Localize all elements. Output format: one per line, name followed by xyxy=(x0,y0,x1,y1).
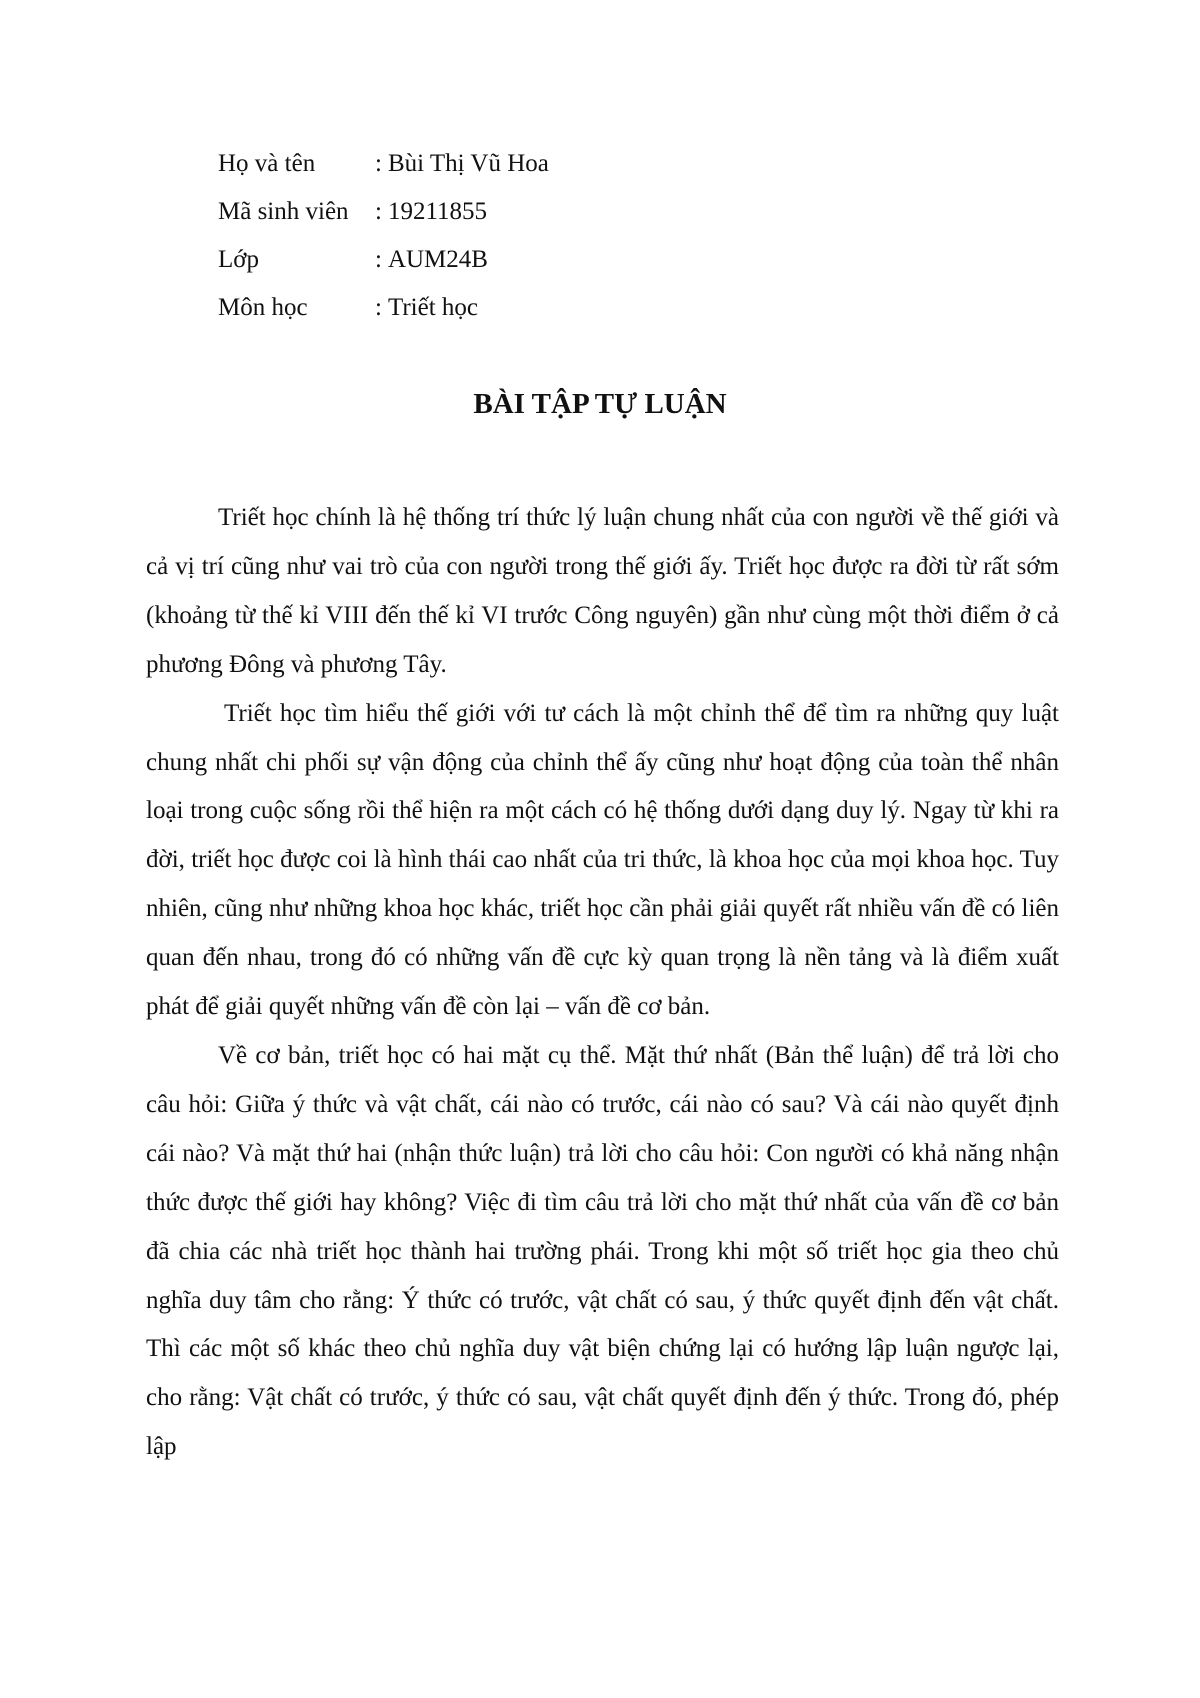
info-value: Bùi Thị Vũ Hoa xyxy=(387,150,549,177)
info-value: AUM24B xyxy=(387,246,488,273)
paragraph: Triết học tìm hiểu thế giới với tư cách là một chỉnh thể để tìm ra những quy luật chung nhất chi phối sự vận động của chỉnh thể ấy cũng như hoạt động của toàn thể nhân loại trong cuộc sống rồi thể hiện ra một cách có hệ thống dưới dạng duy lý. Ngay từ khi ra đời, triết học được coi là hình thái cao nhất của tri thức, là khoa học của mọi khoa học. Tuy nhiên, cũng như những khoa học khác, triết học cần phải giải quyết rất nhiều vấn đề có liên quan đến nhau, trong đó có những vấn đề cực kỳ quan trọng là nền tảng và là điểm xuất phát để giải quyết những vấn đề còn lại – vấn đề cơ bản. xyxy=(146,699,1059,1021)
info-value: 19211855 xyxy=(387,198,488,225)
document-body xyxy=(146,494,1059,1472)
info-label: Họ và tên xyxy=(218,150,316,177)
student-info-block xyxy=(218,140,549,332)
paragraph: Về cơ bản, triết học có hai mặt cụ thể. Mặt thứ nhất (Bản thể luận) để trả lời cho câu hỏi: Giữa ý thức và vật chất, cái nào có trước, cái nào có sau? Và cái nào quyết định cái nào? Và mặt thứ hai (nhận thức luận) trả lời cho câu hỏi: Con người có khả năng nhận thức được thế giới hay không? Việc đi tìm câu trả lời cho mặt thứ nhất của vấn đề cơ bản đã chia các nhà triết học thành hai trường phái. Trong khi một số triết học gia theo chủ nghĩa duy tâm cho rằng: Ý thức có trước, vật chất có sau, ý thức quyết định đến vật chất. Thì các một số khác theo chủ nghĩa duy vật biện chứng lại có hướng lập luận ngược lại, cho rằng: Vật chất có trước, ý thức có sau, vật chất quyết định đến ý thức. Trong đó, phép lập xyxy=(146,1041,1059,1461)
info-label: Mã sinh viên xyxy=(218,198,349,225)
document-title: BÀI TẬP TỰ LUẬN xyxy=(473,388,727,420)
info-label: Lớp xyxy=(218,246,259,273)
info-row-subject xyxy=(218,284,549,332)
info-label: Môn học xyxy=(218,294,308,321)
info-row-name xyxy=(218,140,549,188)
info-row-student-id xyxy=(218,188,549,236)
info-separator: : xyxy=(375,198,382,225)
paragraph: Triết học chính là hệ thống trí thức lý luận chung nhất của con người về thế giới và cả vị trí cũng như vai trò của con người trong thế giới ấy. Triết học được ra đời từ rất sớm (khoảng từ thế kỉ VIII đến thế kỉ VI trước Công nguyên) gần như cùng một thời điểm ở cả phương Đông và phương Tây. xyxy=(146,504,1059,678)
info-row-class xyxy=(218,236,549,284)
info-separator: : xyxy=(375,246,382,273)
info-value: Triết học xyxy=(387,294,479,321)
info-separator: : xyxy=(375,150,382,177)
info-separator: : xyxy=(375,294,382,321)
